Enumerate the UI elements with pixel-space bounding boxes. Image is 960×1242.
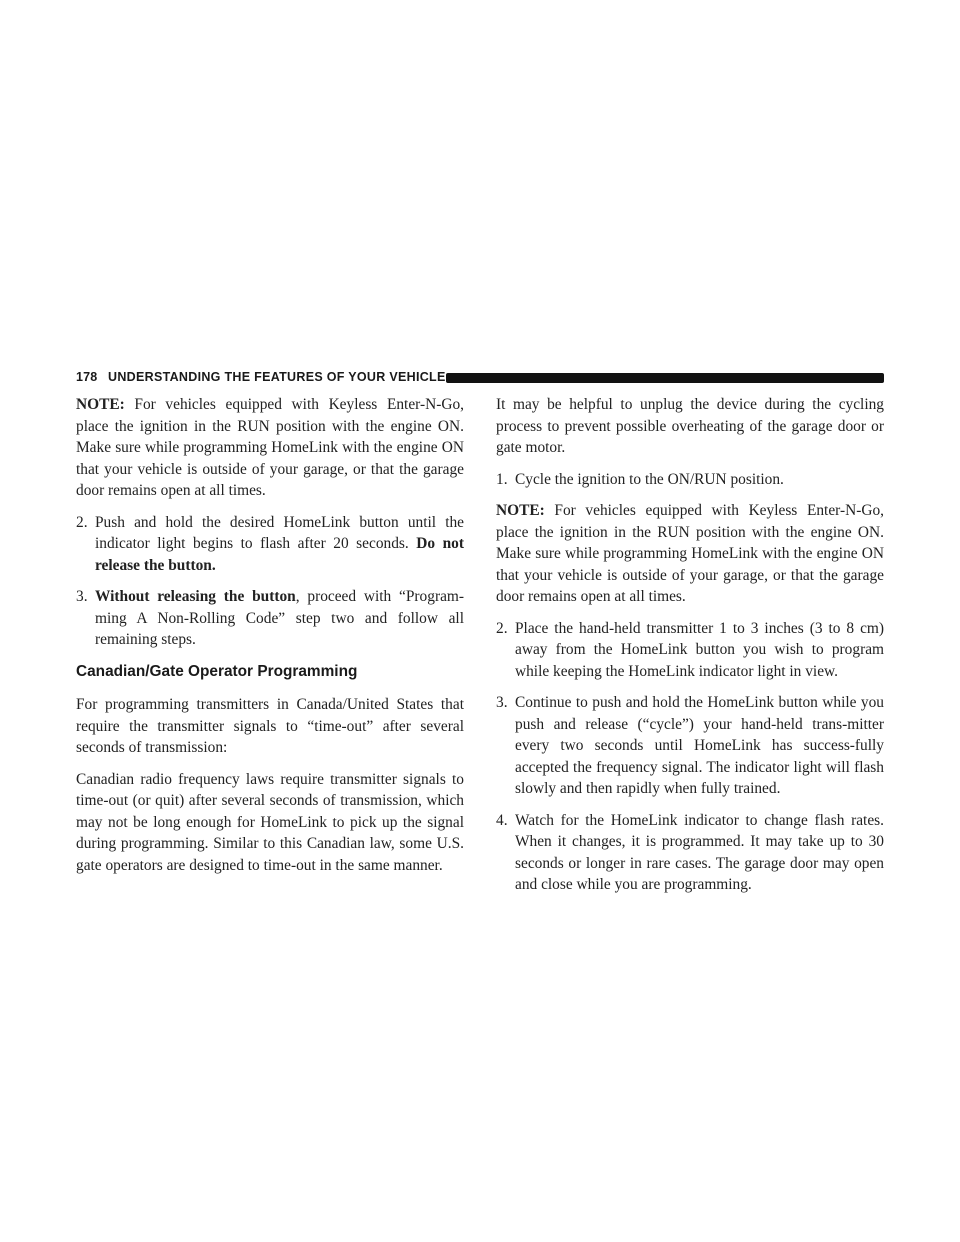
body-paragraph: It may be helpful to unplug the device during the cycling process to prevent possible overheating of the garage door or gate motor.: [496, 396, 884, 456]
note-paragraph: [496, 500, 884, 608]
body-paragraph: For programming transmitters in Canada/United States that require the transmitter signals to “time-out” after several seconds of transmission:: [76, 696, 464, 756]
step-number: 1.: [496, 470, 508, 488]
step-emphasis: Without releasing the button: [95, 588, 296, 605]
step-number: 4.: [496, 811, 508, 829]
step-text: Watch for the HomeLink indicator to change flash rates. When it changes, it is programmed. It may take up to 30 seconds or longer in rare cases. The garage door may open and close while you are programming.: [515, 811, 884, 893]
step-text: Continue to push and hold the HomeLink button while you push and release (“cycle”) your hand-held trans-mitter every two seconds until HomeLink has success-fully accepted the frequency signal. The indicator light will flash slowly and then rapidly when fully trained.: [515, 694, 884, 797]
step-text: Cycle the ignition to the ON/RUN position.: [515, 470, 784, 488]
header-rule: [446, 373, 884, 383]
left-column: [76, 394, 464, 886]
note-label: NOTE:: [496, 502, 545, 519]
list-item-step-1: [496, 469, 884, 491]
step-number: 2.: [496, 619, 508, 637]
note-paragraph: [76, 394, 464, 502]
step-text: Place the hand-held transmitter 1 to 3 inches (3 to 8 cm) away from the HomeLink button you wish to program while keeping the HomeLink indicator light in view.: [515, 619, 884, 680]
note-text: For vehicles equipped with Keyless Enter-N-Go, place the ignition in the RUN position with the engine ON. Make sure while programming HomeLink with the engine ON that your vehicle is outside of your garage, or that the garage door remains open at all times.: [496, 502, 884, 605]
note-text: For vehicles equipped with Keyless Enter-N-Go, place the ignition in the RUN position with the engine ON. Make sure while programming HomeLink with the engine ON that your vehicle is outside of your garage, or that the garage door remains open at all times.: [76, 396, 464, 499]
list-item-step-2: [496, 618, 884, 683]
step-number: 2.: [76, 513, 88, 531]
list-item-step-3: [496, 692, 884, 800]
step-text: , proceed with “Program-ming A Non-Rolling Code” step two and follow all remaining steps.: [95, 588, 465, 648]
list-item-step-2: [76, 512, 464, 577]
step-warning: Do not release the button.: [95, 535, 464, 574]
page-header: [76, 368, 884, 388]
body-paragraph: Canadian radio frequency laws require transmitter signals to time-out (or quit) after several seconds of transmission, which may not be long enough for HomeLink to pick up the signal during programming. Similar to this Canadian law, some U.S. gate operators are designed to time-out in the same manner.: [76, 770, 464, 874]
list-item-step-4: [496, 810, 884, 896]
section-heading: Canadian/Gate Operator Programming: [76, 662, 358, 680]
section-title: UNDERSTANDING THE FEATURES OF YOUR VEHICLE: [108, 370, 446, 384]
page-number: 178: [76, 370, 98, 384]
step-text: Push and hold the desired HomeLink button until the indicator light begins to flash after 20 seconds.: [95, 513, 464, 552]
right-column: [496, 394, 884, 906]
note-label: NOTE:: [76, 396, 125, 413]
step-number: 3.: [496, 694, 508, 711]
list-item-step-3: [76, 586, 464, 651]
step-number: 3.: [76, 588, 88, 605]
